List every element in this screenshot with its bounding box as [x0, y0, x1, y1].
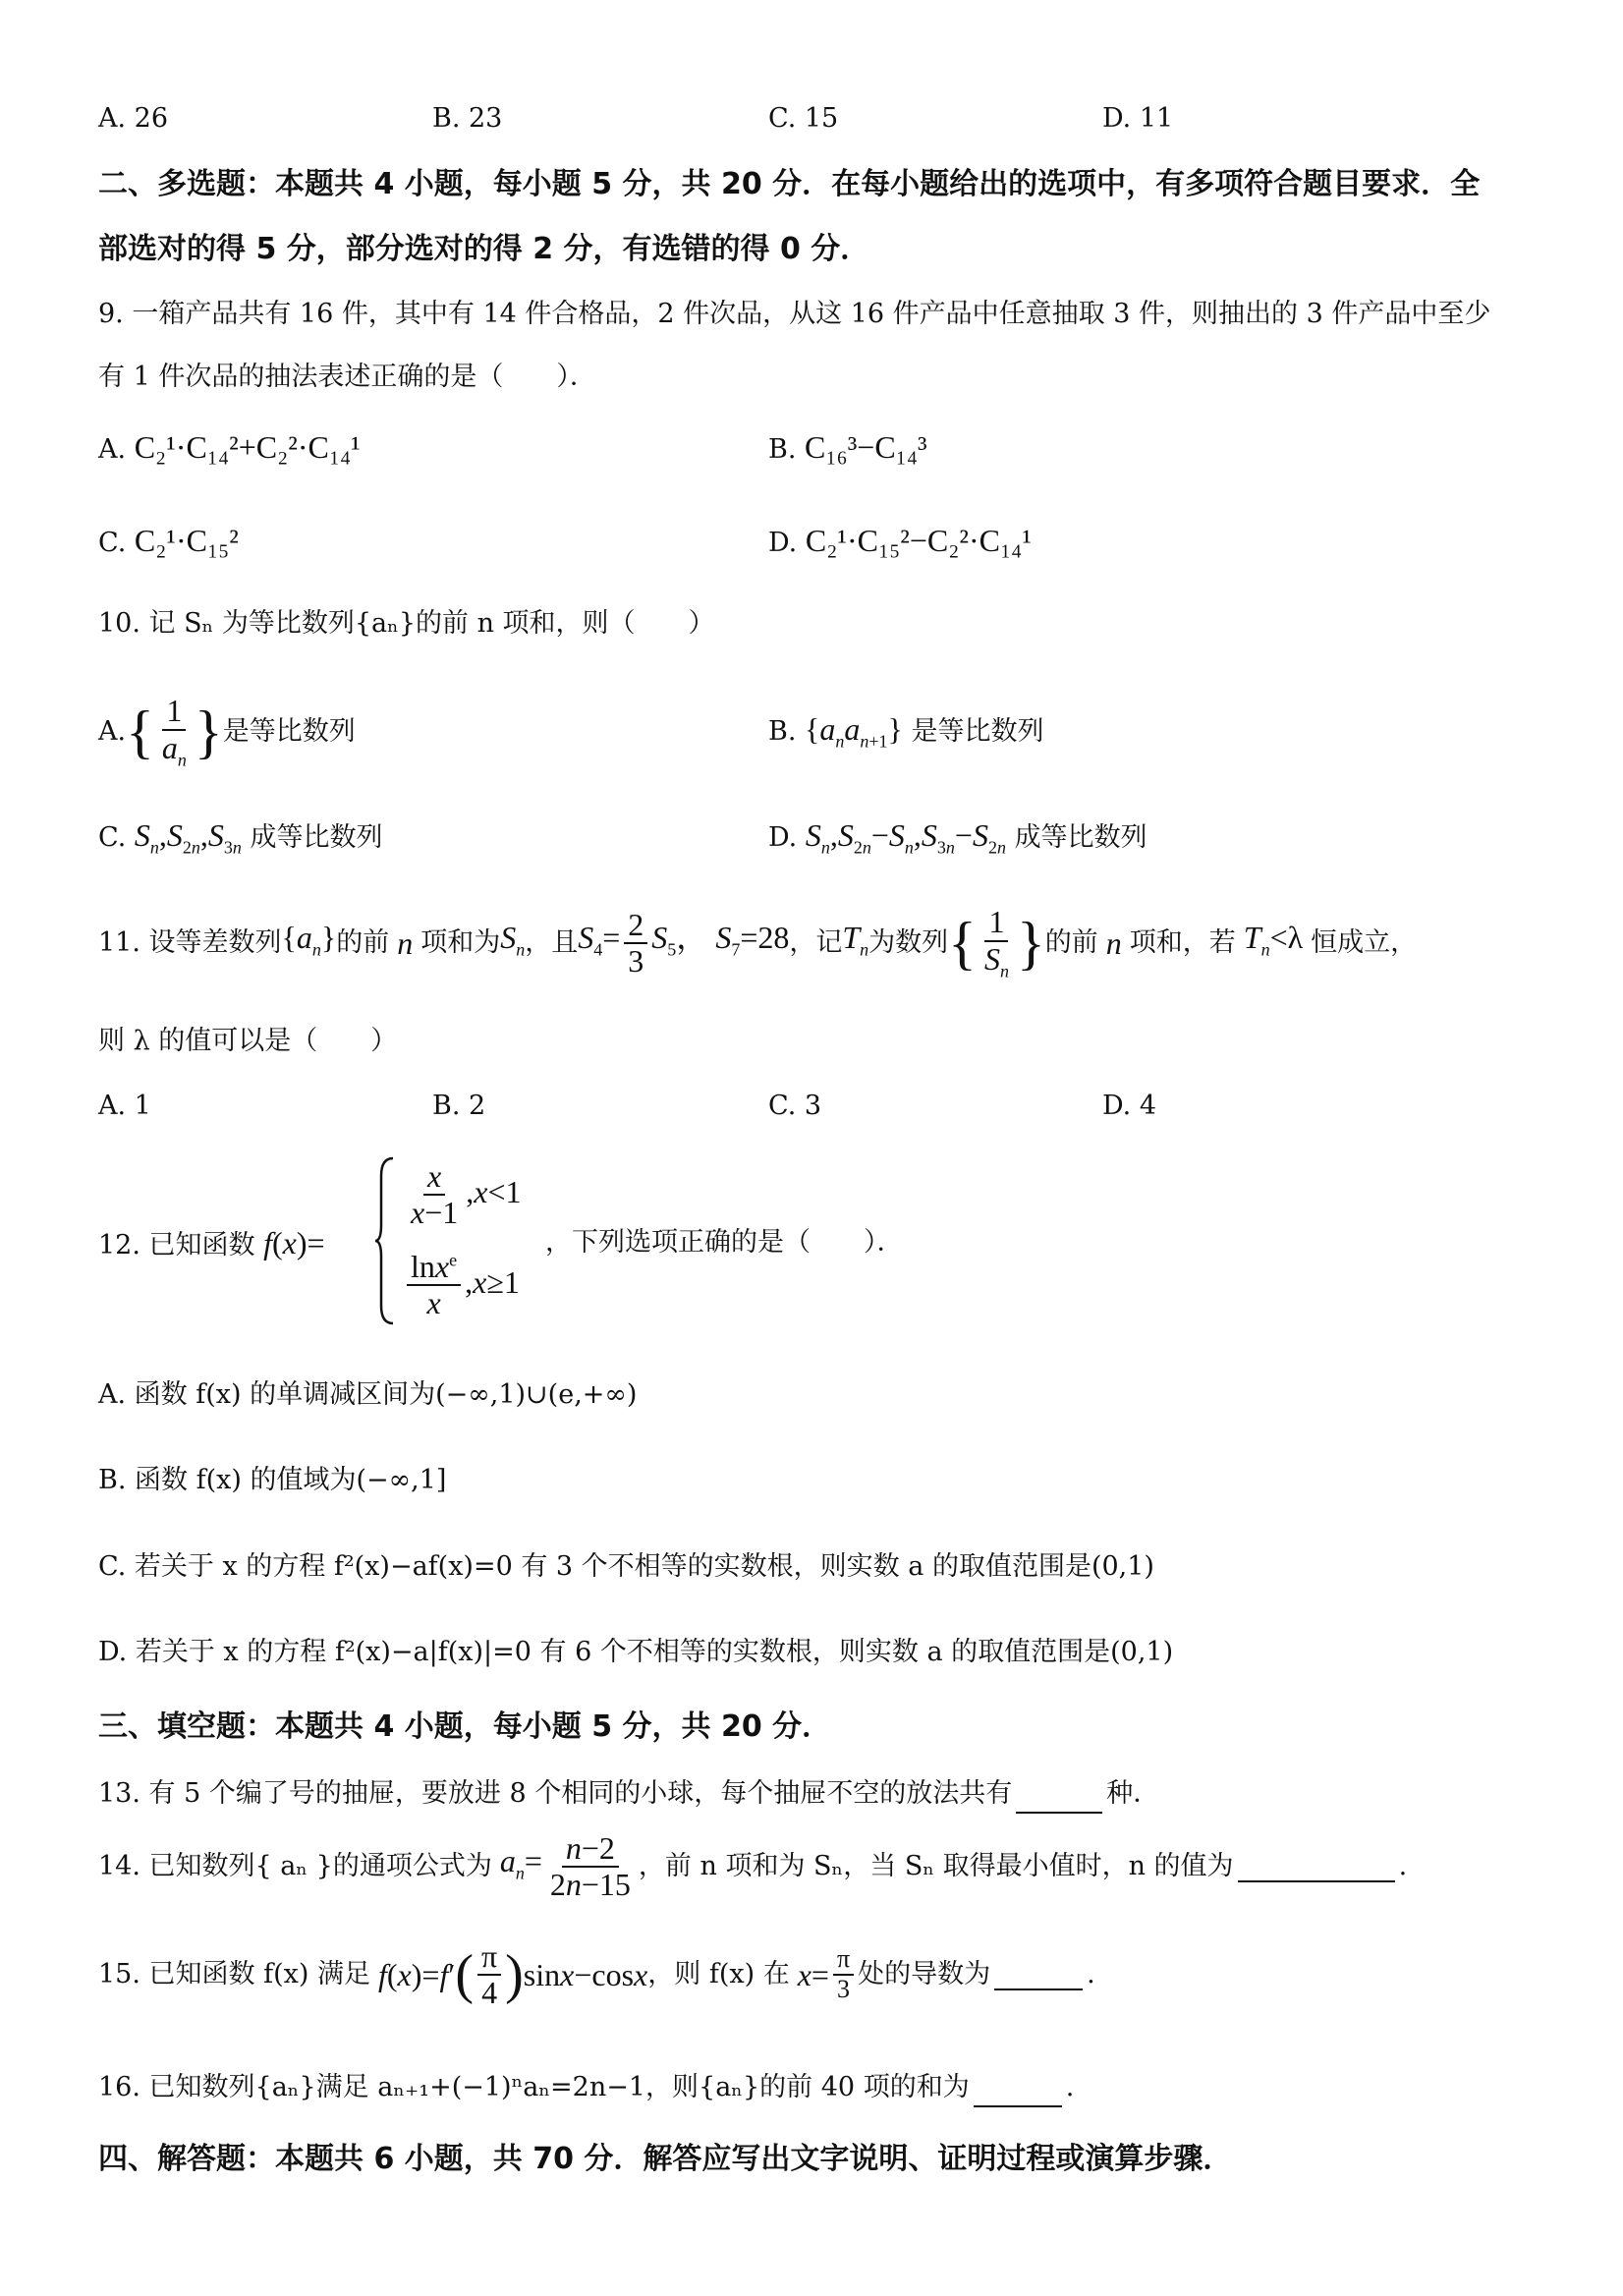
- q9-option-d-expr: C₂¹·C₁₅²−C₂²·C₁₄¹: [805, 523, 1032, 558]
- q9-stem-line2: 有 1 件次品的抽法表述正确的是（ ）．: [98, 362, 596, 392]
- q14-answer-blank[interactable]: [1238, 1851, 1395, 1882]
- q12-case1: $\frac{x}{x-1}$ ,x<1: [411, 1158, 522, 1231]
- q11-stem: 11. 设等差数列 $\{a_n\}$ 的前 n 项和为 $S_n$ ，且 $S_4=$ $\frac{2}{3}$ $S_5$， $S_7=28$ ，记 $T_n$ 为数列 { $\frac{1}{S_n}$ } 的前 n 项和，若 $T_n<\lambda$ 恒成立，: [98, 904, 1418, 980]
- q16-answer-blank[interactable]: [974, 2076, 1062, 2107]
- q10-stem: 10. 记 Sₙ 为等比数列{aₙ}的前 n 项和，则（ ）: [98, 608, 715, 639]
- q12-stem-p1: 12. 已知函数 f(x)=: [98, 1225, 325, 1260]
- q9-option-c-expr: C₂¹·C₁₅²: [134, 523, 239, 558]
- q13-answer-blank[interactable]: [1016, 1782, 1102, 1814]
- q11-stem-line2: 则 λ 的值可以是（ ）: [98, 1026, 398, 1056]
- q12-option-b: B. 函数 f(x) 的值域为(−∞,1]: [98, 1465, 447, 1495]
- q8-option-c: C. 15: [768, 103, 839, 134]
- q9-option-a: A. C₂¹·C₁₄²+C₂²·C₁₄¹: [98, 429, 361, 465]
- q10-option-c: C. $S_n,S_{2n},S_{3n}$ 成等比数列: [98, 817, 383, 858]
- section-2-heading-line2: 部选对的得 5 分，部分选对的得 2 分，有选错的得 0 分．: [98, 232, 870, 266]
- q13: 13. 有 5 个编了号的抽屉，要放进 8 个相同的小球，每个抽屉不空的放法共有 种．: [98, 1774, 1159, 1814]
- q8-option-b: B. 23: [432, 103, 503, 134]
- q8-option-a: A. 26: [98, 103, 169, 134]
- q12-option-d: D. 若关于 x 的方程 f²(x)−a|f(x)|=0 有 6 个不相等的实数根，则实数 a 的取值范围是(0,1): [98, 1637, 1174, 1667]
- q10-option-a: A. { $\frac{1}{a_n}$ } 是等比数列: [98, 693, 356, 769]
- section-4-heading: 四、解答题：本题共 6 小题，共 70 分．解答应写出文字说明、证明过程或演算步骤．: [98, 2142, 1233, 2176]
- q9-option-c: C. C₂¹·C₁₅²: [98, 523, 239, 558]
- q8-option-d: D. 11: [1102, 103, 1174, 134]
- q10-option-d: D. $S_n,S_{2n}-S_n,S_{3n}-S_{2n}$ 成等比数列: [768, 817, 1147, 858]
- q12-stem-p2: ，下列选项正确的是（ ）．: [545, 1227, 904, 1258]
- q11-option-d: D. 4: [1102, 1091, 1157, 1121]
- section-3-heading: 三、填空题：本题共 4 小题，每小题 5 分，共 20 分．: [98, 1709, 832, 1744]
- q16: 16. 已知数列{aₙ}满足 aₙ₊₁+(−1)ⁿaₙ=2n−1，则{aₙ}的前 40 项的和为 .: [98, 2068, 1074, 2107]
- q9-stem-line1: 9. 一箱产品共有 16 件，其中有 14 件合格品，2 件次品，从这 16 件产品中任意抽取 3 件，则抽出的 3 件产品中至少: [98, 299, 1491, 329]
- q11-option-a: A. 1: [98, 1091, 151, 1121]
- q15: 15. 已知函数 f(x) 满足 f(x)=f′ ( $\frac{\pi}{4}$ ) sinx−cosx ，则 f(x) 在 x= $\frac{\pi}{3}$ 处的导数为 .: [98, 1937, 1095, 2010]
- section-2-heading-line1: 二、多选题：本题共 4 小题，每小题 5 分，共 20 分．在每小题给出的选项中，有多项符合题目要求．全: [98, 167, 1481, 201]
- q12-case2: $\frac{\ln x^e}{x}$ ,x≥1: [403, 1250, 520, 1320]
- q9-option-b-expr: C₁₆³−C₁₄³: [805, 429, 927, 465]
- q12-option-a: A. 函数 f(x) 的单调减区间为(−∞,1)∪(e,+∞): [98, 1379, 638, 1410]
- q15-answer-blank[interactable]: [994, 1959, 1083, 1990]
- q10-option-b: B. $\{a_na_{n+1}\}$ 是等比数列: [768, 711, 1044, 752]
- q12-piecewise-brace: [373, 1156, 395, 1325]
- q12-option-c: C. 若关于 x 的方程 f²(x)−af(x)=0 有 3 个不相等的实数根，则实数 a 的取值范围是(0,1): [98, 1551, 1154, 1582]
- q9-option-d: D. C₂¹·C₁₅²−C₂²·C₁₄¹: [768, 523, 1032, 558]
- q11-option-c: C. 3: [768, 1091, 822, 1121]
- q9-option-a-expr: C₂¹·C₁₄²+C₂²·C₁₄¹: [134, 429, 361, 465]
- q9-option-b: B. C₁₆³−C₁₄³: [768, 429, 927, 465]
- q10-a-fraction: $\frac{1}{a_n}$: [161, 693, 187, 769]
- q11-option-b: B. 2: [432, 1091, 486, 1121]
- q14: 14. 已知数列{ aₙ }的通项公式为 $a_n=$ $\frac{n-2}{2n-15}$ ，前 n 项和为 Sₙ，当 Sₙ 取得最小值时，n 的值为 .: [98, 1829, 1408, 1902]
